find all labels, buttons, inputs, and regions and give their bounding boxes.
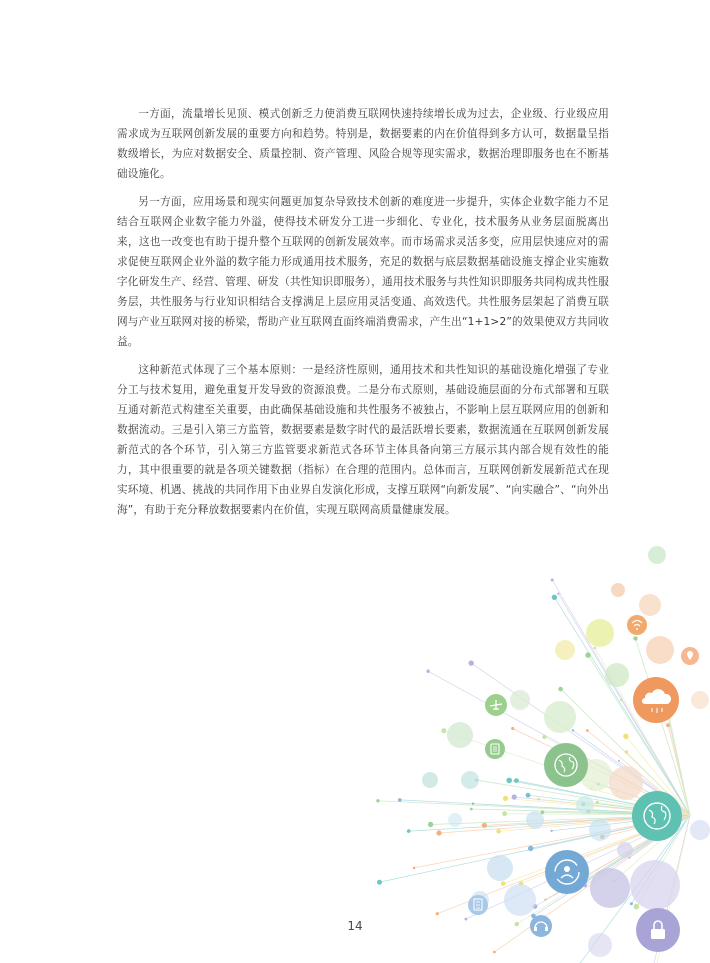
ray-dot [413, 867, 416, 870]
ray-dot [625, 750, 629, 754]
wifi-icon [627, 615, 647, 635]
ray-dot [493, 951, 496, 954]
ray-line [503, 815, 690, 884]
ray-dot [544, 899, 546, 901]
globe-icon [544, 743, 588, 787]
ray-dot [590, 788, 592, 790]
ray-line [558, 594, 690, 815]
ray-line [499, 815, 690, 831]
ray-line [539, 799, 690, 815]
ray-dot [472, 803, 474, 805]
building-icon [468, 895, 488, 915]
ray-dot [436, 912, 439, 915]
ray-line [619, 761, 690, 815]
ray-line [378, 801, 690, 815]
ray-line [583, 815, 690, 881]
ray-line [431, 815, 690, 825]
ray-line [626, 736, 690, 815]
ray-line [585, 815, 690, 882]
ray-line [591, 789, 690, 815]
ray-line [665, 701, 690, 815]
ray-line [580, 815, 691, 963]
ray-line [466, 815, 690, 919]
ray-dot [526, 793, 531, 798]
ray-dot [600, 835, 605, 840]
bubble [648, 546, 666, 564]
ray-line [531, 815, 690, 848]
ray-line [484, 815, 690, 825]
ray-line [588, 812, 690, 815]
ray-dot [376, 799, 379, 802]
ray-dot [537, 798, 540, 801]
bubble [609, 766, 643, 800]
paragraph-2: 另一方面，应用场景和现实问题更加复杂导致技术创新的难度进一步提升，实体企业数字能力不足结合互联网企业数字能力外溢，使得技术研发分工进一步细化、专业化，技术服务从业务层面脱离出来，这也一改变也有助于提升整个互联网的创新发展效率。而市场需求灵活多变，应用层快速应对的需求促使互联网企业外溢的数字能力形成通用技术服务，充足的数据与底层数据基础设施支撑企业实施数字化研发生产、经营、管理、研发（共性知识即服务），通用技术服务与共性知识即服务共同构成共性服务层，共性服务与行业知识相结合支撑满足上层应用灵活变通、高效迭代。共性服务层架起了消费互联网与产业互联网对接的桥梁，帮助产业互联网直面终端消费需求，产生出“1+1>2”的效果使双方共同收益。 [117, 196, 609, 348]
ray-line [528, 795, 690, 815]
location-pin-icon [681, 647, 699, 665]
ray-line [509, 780, 690, 815]
ray-dot [620, 698, 623, 701]
bubble [487, 855, 513, 881]
bubble [617, 842, 633, 858]
globe-icon [632, 791, 682, 841]
ray-line [621, 700, 690, 815]
bubble [504, 884, 536, 916]
bubble [588, 933, 612, 957]
ray-dot [557, 593, 559, 595]
ray-line [668, 725, 690, 815]
bubble [580, 759, 612, 791]
ray-line [471, 809, 690, 815]
ray-line [597, 802, 690, 815]
ray-dot [514, 778, 519, 783]
ray-dot [630, 902, 633, 905]
bubble [544, 701, 576, 733]
ray-line [598, 784, 690, 815]
bubble [605, 663, 629, 687]
ray-dot [501, 881, 506, 886]
ray-dot [512, 794, 517, 799]
ray-line [439, 815, 690, 833]
bubble [690, 820, 710, 840]
ray-line [545, 815, 690, 900]
ray-line [588, 655, 690, 815]
ray-line [521, 815, 690, 884]
ray-line [400, 800, 690, 815]
ray-line [552, 580, 690, 815]
bubble [646, 636, 674, 664]
ray-dot [583, 884, 587, 888]
ray-dot [482, 823, 487, 828]
tablet-icon [485, 739, 505, 759]
bubble [639, 594, 661, 616]
ray-line [516, 781, 690, 815]
ray-line [587, 731, 690, 816]
ray-dot [585, 652, 590, 657]
bubble [526, 811, 544, 829]
page-number: 14 [347, 919, 363, 933]
ray-line [414, 815, 690, 868]
ray-line [635, 815, 690, 963]
ray-dot [502, 811, 507, 816]
ray-dot [623, 734, 628, 739]
person-cycle-icon [545, 850, 589, 894]
ray-dot [582, 880, 585, 883]
ray-line [631, 815, 690, 904]
ray-dot [441, 728, 446, 733]
ray-line [473, 804, 690, 815]
bubble [471, 891, 489, 909]
ray-dot [407, 829, 411, 833]
ray-line [661, 693, 690, 815]
ray-dot [583, 879, 587, 883]
ray-dot [633, 636, 637, 640]
ray-line [542, 812, 690, 815]
ray-dot [377, 880, 382, 885]
ray-line [636, 815, 690, 907]
ray-dot [470, 808, 473, 811]
bubble [590, 868, 630, 908]
ray-dot [519, 881, 523, 885]
ray-line [380, 815, 691, 882]
ray-dot [572, 729, 574, 731]
ray-line [444, 731, 690, 815]
ray-dot [659, 691, 664, 696]
ray-line [476, 780, 690, 815]
ray-dot [533, 904, 538, 909]
ray-line [428, 671, 690, 815]
ray-line [626, 752, 690, 815]
bubble [448, 813, 462, 827]
bubble [555, 640, 575, 660]
ray-line [664, 689, 690, 815]
bubble [510, 690, 530, 710]
ray-line [535, 815, 690, 907]
body-text [117, 104, 609, 528]
bubble [589, 819, 611, 841]
ray-dot [666, 723, 670, 727]
ray-dot [436, 830, 441, 835]
ray-dot [594, 647, 597, 650]
ray-line [630, 815, 691, 858]
ray-line [471, 663, 690, 815]
ray-dot [511, 727, 514, 730]
ray-dot [506, 778, 512, 784]
ray-dot [581, 802, 585, 806]
ray-dot [428, 822, 433, 827]
ray-dot [662, 688, 665, 691]
ray-dot [596, 801, 599, 804]
ray-line [583, 804, 690, 815]
ray-line [561, 689, 690, 815]
ray-dot [634, 904, 640, 910]
ray-dot [547, 866, 550, 869]
ray-line [554, 597, 690, 815]
ray-line [628, 815, 690, 963]
ray-dot [469, 660, 474, 665]
bubble [447, 722, 473, 748]
ray-line [573, 730, 690, 815]
ray-dot [528, 846, 533, 851]
ray-dot [552, 595, 557, 600]
ray-dot [597, 783, 600, 786]
ray-line [544, 737, 690, 815]
ray-line [513, 729, 690, 816]
ray-dot [551, 579, 554, 582]
ray-line [585, 815, 690, 886]
ray-dot [531, 914, 536, 919]
bubble [422, 772, 438, 788]
ray-line [534, 815, 691, 916]
ray-line [517, 815, 690, 924]
paragraph-3: 这种新范式体现了三个基本原则：一是经济性原则，通用技术和共性知识的基础设施化增强了专业分工与技术复用，避免重复开发导致的资源浪费。二是分布式原则，基础设施层面的分布式部署和互联互通对新范式构建至关重要，由此确保基础设施和共性服务不被独占，不影响上层互联网应用的创新和数据流动。三是引入第三方监管，数据要素是数字时代的最活跃增长要素，数据流通在互联网创新发展新范式的各个环节，引入第三方监管要求新范式各环节主体具备向第三方展示其内部合规有效性的能力，其中很重要的就是各项关键数据（指标）在合理的范围内。总体而言，互联网创新发展新范式在现实环境、机遇、挑战的共同作用下由业界自发演化形成，支撑互联网“向新发展”、“向实融合”、“向外出海”，有助于充分释放数据要素内在价值，实现互联网高质量健康发展。 [117, 364, 609, 516]
ray-dot [629, 857, 631, 859]
ray-line [636, 638, 691, 815]
ray-line [602, 815, 690, 837]
ray-dot [541, 810, 545, 814]
ray-line [506, 798, 691, 815]
ray-dot [613, 880, 615, 882]
bubble [576, 796, 594, 814]
airplane-icon [485, 694, 507, 716]
cloud-icon [633, 677, 679, 723]
ray-dot [496, 829, 501, 834]
ray-dot [663, 700, 666, 703]
ray-line [615, 815, 691, 881]
ray-dot [542, 735, 546, 739]
ray-line [552, 815, 690, 831]
ray-dot [503, 796, 508, 801]
bubble [611, 583, 625, 597]
ray-dot [586, 729, 589, 732]
bubble [461, 771, 479, 789]
bubble [691, 691, 709, 709]
ray-line [514, 797, 690, 815]
ray-line [595, 648, 690, 815]
ray-line [409, 815, 690, 831]
ray-dot [398, 798, 402, 802]
paragraph-1: 一方面，流量增长见顶、模式创新乏力使消费互联网快速持续增长成为过去，企业级、行业级应用需求成为互联网创新发展的重要方向和趋势。特别是，数据要素的内在价值得到多方认可，数据量呈指数级增长，为应对数据安全、质量控制、资产管理、风险合规等现实需求，数据治理即服务也在不断基础设施化。 [117, 108, 609, 180]
ray-dot [551, 830, 553, 832]
ray-line [437, 815, 690, 914]
bubble [586, 619, 614, 647]
ray-dot [618, 760, 620, 762]
ray-dot [586, 810, 590, 814]
ray-dot [558, 687, 563, 692]
ray-dot [475, 779, 478, 782]
bubble [630, 860, 680, 910]
ray-line [505, 814, 690, 815]
ray-dot [426, 670, 429, 673]
ray-line [548, 815, 690, 867]
